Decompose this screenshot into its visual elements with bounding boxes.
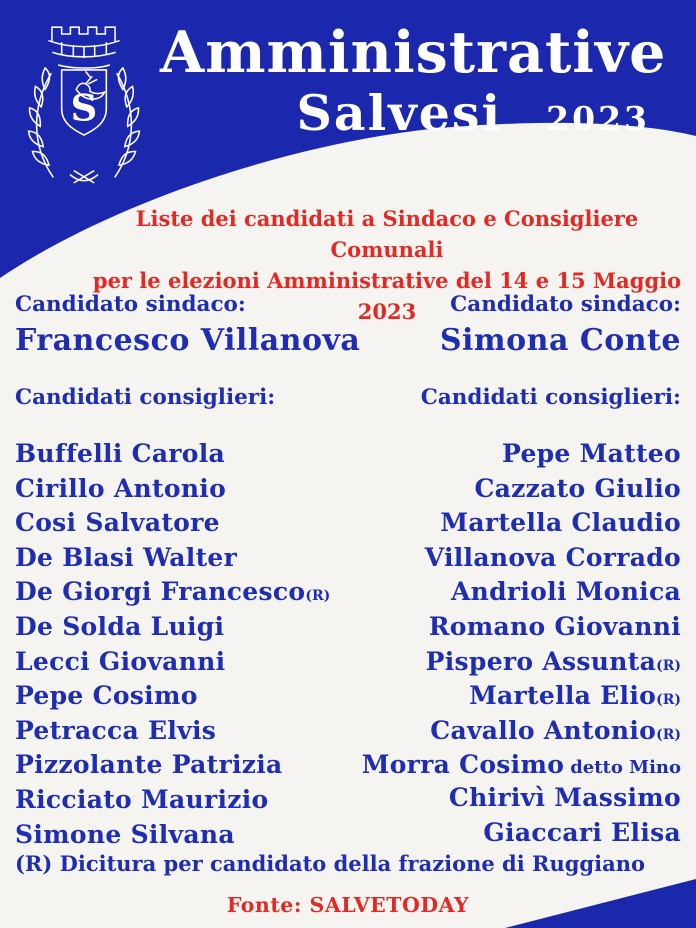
candidate-name: Chirivì Massimo	[448, 782, 681, 812]
page-subtitle: Salvesi	[296, 84, 503, 142]
council-candidate	[15, 681, 330, 716]
candidate-name: Cosi Salvatore	[15, 508, 220, 538]
intro-line-1: Liste dei candidati a Sindaco e Consigliere Comunali	[135, 206, 639, 262]
council-candidate	[15, 612, 330, 647]
candidate-name: Pepe Matteo	[502, 439, 681, 468]
council-candidate	[362, 716, 681, 751]
council-candidate	[15, 647, 330, 682]
council-candidate	[15, 820, 330, 855]
mayor-candidate-left: Francesco Villanova	[15, 323, 361, 358]
candidate-name: Andrioli Monica	[450, 577, 681, 607]
candidate-name: Cazzato Giulio	[474, 473, 681, 503]
candidate-suffix: (R)	[656, 657, 681, 674]
council-candidate	[362, 508, 681, 543]
source-credit: Fonte: SALVETODAY	[226, 893, 470, 917]
mayor-candidate-right: Simona Conte	[439, 323, 681, 358]
candidate-name: Martella Claudio	[440, 508, 681, 538]
candidate-name: Pizzolante Patrizia	[15, 750, 283, 780]
candidate-name: Villanova Corrado	[424, 542, 681, 572]
shield-letter: S	[70, 85, 98, 130]
council-candidate	[15, 474, 330, 509]
candidate-name: Lecci Giovanni	[15, 646, 226, 676]
page-title: Amministrative	[160, 19, 667, 86]
candidate-name: Morra Cosimo	[361, 750, 565, 780]
council-candidate	[362, 474, 681, 509]
crown-icon	[49, 27, 119, 68]
council-list-left	[15, 439, 330, 854]
candidate-name: Romano Giovanni	[428, 611, 681, 641]
mayor-label-left: Candidato sindaco:	[15, 292, 246, 317]
council-candidate	[15, 750, 330, 785]
candidate-name: Pepe Cosimo	[15, 681, 198, 711]
candidate-name: Cirillo Antonio	[15, 473, 227, 503]
council-candidate	[15, 785, 330, 820]
candidate-name: Cavallo Antonio	[430, 715, 657, 745]
page-subtitle-row	[297, 84, 650, 142]
council-candidate	[362, 612, 681, 647]
candidate-name: Ricciato Maurizio	[15, 784, 269, 814]
intro-line-2: per le elezioni Amministrative del 14 e 15 Maggio 2023	[92, 268, 682, 324]
council-candidate	[362, 647, 681, 682]
council-candidate	[362, 750, 681, 783]
candidate-name: Giaccari Elisa	[483, 817, 681, 847]
council-label-right: Candidati consiglieri:	[420, 385, 681, 410]
council-list-right	[362, 439, 681, 854]
candidate-name: Buffelli Carola	[15, 439, 226, 468]
candidate-suffix: (R)	[656, 692, 681, 709]
mayor-label-right: Candidato sindaco:	[450, 292, 681, 317]
election-year: 2023	[546, 99, 650, 138]
council-candidate	[15, 716, 330, 751]
candidate-name: Petracca Elvis	[15, 715, 217, 745]
candidate-name: De Solda Luigi	[15, 611, 225, 641]
council-candidate	[362, 681, 681, 716]
council-label-left: Candidati consiglieri:	[15, 385, 276, 410]
coat-of-arms	[16, 6, 152, 198]
council-candidate	[15, 577, 330, 612]
candidate-suffix: detto Mino	[570, 757, 681, 779]
council-candidate	[362, 543, 681, 578]
candidate-name: Martella Elio	[469, 681, 657, 711]
candidate-name: De Giorgi Francesco	[15, 577, 306, 607]
candidate-lists	[15, 292, 681, 854]
candidate-name: Pispero Assunta	[425, 646, 657, 676]
candidate-name: Simone Silvana	[15, 819, 235, 849]
council-candidate	[15, 508, 330, 543]
council-candidate	[362, 439, 681, 474]
candidate-name: De Blasi Walter	[15, 542, 238, 572]
candidate-suffix: (R)	[656, 726, 681, 743]
council-candidate	[362, 577, 681, 612]
candidate-suffix: (R)	[305, 588, 331, 605]
council-candidate	[15, 439, 330, 474]
council-candidate	[15, 543, 330, 578]
council-candidate	[362, 783, 681, 818]
council-candidate	[362, 818, 681, 853]
footnote-text: (R) Dicitura per candidato della frazione di Ruggiano	[15, 851, 645, 876]
